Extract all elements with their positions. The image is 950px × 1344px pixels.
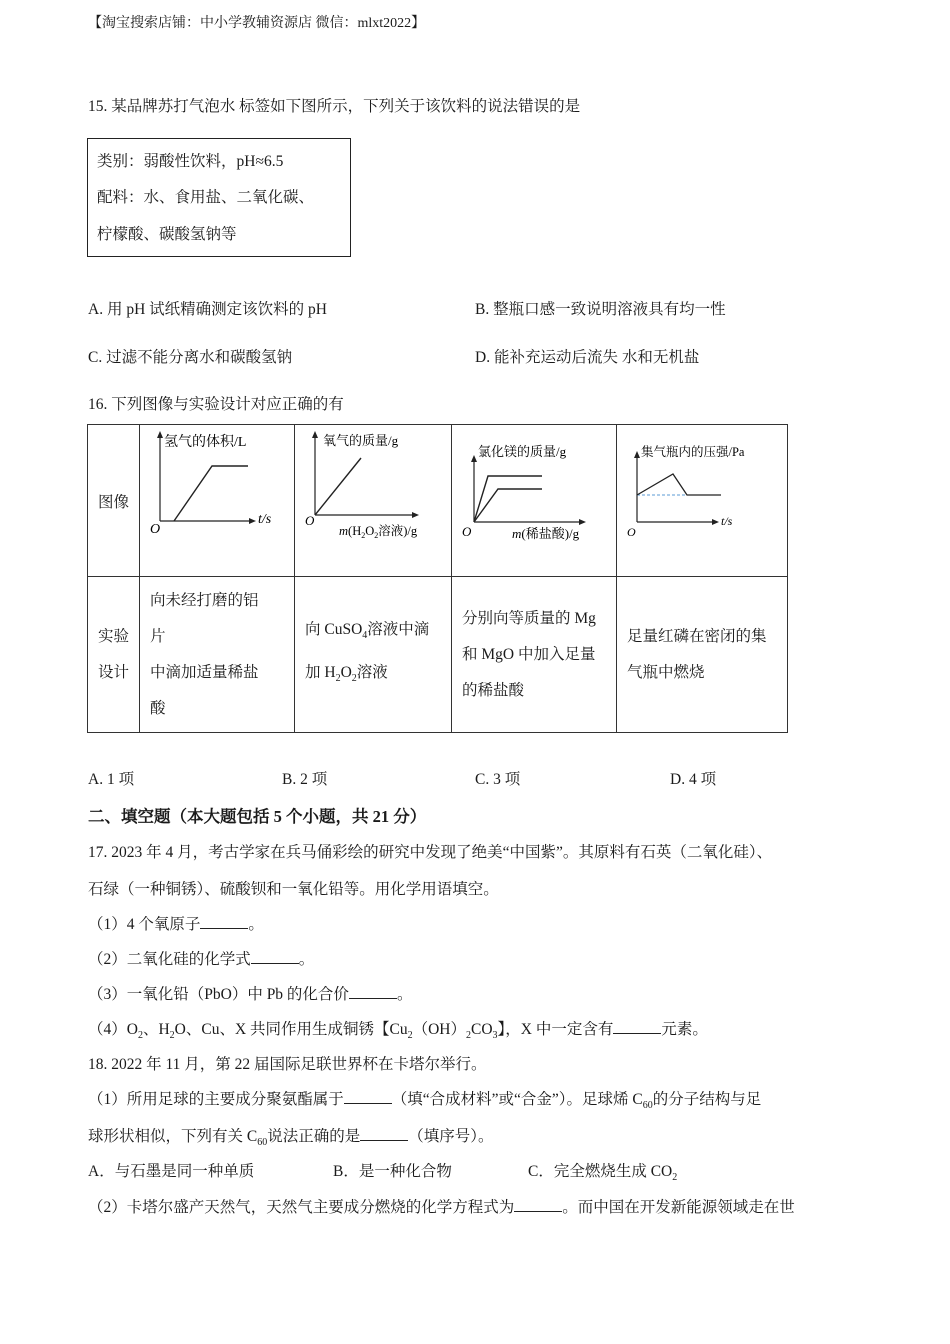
- q17-p2-text: （2）二氧化硅的化学式: [88, 951, 251, 968]
- graph1-origin: O: [150, 522, 161, 537]
- graph2-xlabel-sub2: 2: [374, 531, 379, 540]
- q17-p4-s2: 2: [169, 1030, 175, 1042]
- section2-title: 二、填空题（本大题包括 5 个小题，共 21 分）: [88, 807, 427, 826]
- q17-p1-end: 。: [248, 916, 264, 933]
- q18-p1b-blank[interactable]: [360, 1126, 408, 1141]
- q17-part2: [88, 947, 314, 969]
- q18-p1-a: （1）所用足球的主要成分聚氨酯属于: [88, 1091, 344, 1108]
- design-cell-4: [617, 577, 788, 733]
- svg-text:m(稀盐酸)/g: [512, 526, 580, 541]
- q17-p4-c: O、Cu、X 共同作用生成铜锈【Cu: [174, 1021, 408, 1038]
- q18-p2-blank[interactable]: [514, 1197, 562, 1212]
- q18-part1b: [88, 1124, 494, 1148]
- design3-line2: 和 MgO 中加入足量: [462, 645, 596, 663]
- graph1-ylabel: 氢气的体积/L: [164, 435, 247, 450]
- graph-cell-2: [295, 425, 452, 577]
- design1-line2: 片: [150, 627, 166, 645]
- q18-option-c-sub: 2: [672, 1172, 678, 1184]
- q17-p1-text: （1）4 个氧原子: [88, 916, 201, 933]
- graph3-origin: O: [462, 524, 472, 539]
- graph-hydrogen-volume: [140, 425, 294, 571]
- q18-p2-b: 。而中国在开发新能源领域走在世: [562, 1199, 795, 1216]
- q15-label-line-2: 配料：水、食用盐、二氧化碳、: [97, 189, 315, 206]
- design-cell-3: [452, 577, 617, 733]
- page-header: 【淘宝搜索店铺：中小学教辅资源店 微信：mlxt2022】: [88, 16, 426, 31]
- q17-p4-d: （OH）: [412, 1021, 466, 1038]
- design4-line2: 气瓶中燃烧: [627, 663, 705, 681]
- q17-part1: [88, 912, 264, 934]
- design2-l2-sub1: 2: [335, 672, 341, 684]
- design2-l2-mid: O: [340, 663, 352, 681]
- q18-option-c[interactable]: [528, 1159, 677, 1183]
- graph-cell-3: [452, 425, 617, 577]
- svg-text:m(H2O2溶液)/g: [339, 523, 418, 540]
- q17-p4-g: 元素。: [661, 1021, 708, 1038]
- q17-part4: [88, 1017, 708, 1041]
- graph2-xlabel-o: O: [365, 524, 375, 538]
- q17-p4-f: 】，X 中一定含有: [497, 1021, 614, 1038]
- q16-option-b[interactable]: B. 2 项: [282, 771, 328, 788]
- q18-option-b[interactable]: B．是一种化合物: [333, 1163, 452, 1180]
- q17-line2: 石绿（一种铜锈）、硫酸钡和一氧化铅等。用化学用语填空。: [88, 881, 499, 898]
- q18-part1: [88, 1087, 761, 1111]
- design2-l1-pre: 向 CuSO: [305, 621, 363, 639]
- graph3-xlabel-m: m: [512, 526, 522, 541]
- row-header-design: [88, 577, 140, 733]
- graph2-xlabel-h: (H: [348, 524, 362, 538]
- q15-label-line-3: 柠檬酸、碳酸氢钠等: [97, 226, 237, 243]
- q18-p1-b: （填“合成材料”或“合金”）。足球烯 C: [391, 1091, 643, 1108]
- q17-p2-blank[interactable]: [251, 949, 299, 964]
- q15-option-c[interactable]: C. 过滤不能分离水和碳酸氢钠: [88, 349, 293, 366]
- row-header-design-2: 设计: [97, 663, 129, 681]
- design2-l1-post: 溶液中滴: [367, 621, 430, 639]
- row-header-design-1: 实验: [97, 627, 129, 645]
- design1-line3: 中滴加适量稀盐: [150, 663, 259, 681]
- row-header-image: 图像: [88, 425, 140, 577]
- q18-p1b-a: 球形状相似，下列有关 C: [88, 1128, 258, 1145]
- q15-option-a[interactable]: A. 用 pH 试纸精确测定该饮料的 pH: [88, 301, 327, 318]
- design-cell-2: [295, 577, 452, 733]
- q18-part2: [88, 1195, 795, 1217]
- graph2-xlabel-m: m: [339, 524, 349, 538]
- graph1-xlabel: t/s: [258, 512, 272, 527]
- q15-drink-label: [87, 138, 351, 257]
- design1-line4: 酸: [150, 699, 166, 717]
- graph4-xlabel: t/s: [721, 514, 733, 528]
- q17-p4-a: （4）O: [88, 1021, 138, 1038]
- graph-cell-1: [140, 425, 295, 577]
- q18-p1-s1: 60: [642, 1100, 653, 1112]
- q18-p1b-c: （填序号）。: [408, 1128, 494, 1145]
- q15-option-d[interactable]: D. 能补充运动后流失 水和无机盐: [475, 349, 700, 366]
- design4-line1: 足量红磷在密闭的集: [627, 627, 767, 645]
- q17-p3-end: 。: [396, 986, 413, 1003]
- graph3-ylabel: 氯化镁的质量/g: [478, 444, 567, 459]
- design3-line1: 分别向等质量的 Mg: [462, 609, 596, 627]
- q17-p4-b: 、H: [142, 1021, 170, 1038]
- graph-bottle-pressure: [617, 425, 787, 571]
- graph2-xlabel-post: 溶液)/g: [378, 524, 418, 538]
- q16-option-a[interactable]: A. 1 项: [88, 771, 135, 788]
- design1-line1: 向未经打磨的铝: [150, 591, 259, 609]
- q17-p4-s4: 2: [466, 1030, 471, 1042]
- graph-oxygen-mass: [295, 425, 451, 571]
- q17-p4-e: CO: [471, 1021, 493, 1038]
- graph2-xlabel-sub1: 2: [361, 531, 366, 540]
- graph4-ylabel: 集气瓶内的压强/Pa: [641, 445, 745, 459]
- graph2-origin: O: [305, 513, 315, 528]
- graph2-ylabel: 氧气的质量/g: [323, 433, 399, 448]
- graph3-xlabel-post: (稀盐酸)/g: [521, 526, 580, 541]
- q18-p1-c: 的分子结构与足: [652, 1091, 762, 1108]
- design-cell-1: [140, 577, 295, 733]
- q18-option-a[interactable]: A．与石墨是同一种单质: [88, 1163, 255, 1180]
- q17-p3-text: （3）一氧化铅（PbO）中 Pb 的化合价: [88, 986, 349, 1003]
- graph4-origin: O: [627, 525, 636, 539]
- q16-stem: 16. 下列图像与实验设计对应正确的有: [88, 396, 344, 413]
- design2-l2-post: 溶液: [356, 663, 388, 681]
- q18-p1b-s1: 60: [257, 1137, 268, 1149]
- q16-table: [87, 424, 788, 733]
- q17-p4-s1: 2: [137, 1030, 143, 1042]
- q17-p4-s5: 3: [492, 1030, 498, 1042]
- q18-p2-a: （2）卡塔尔盛产天然气，天然气主要成分燃烧的化学方程式为: [88, 1199, 515, 1216]
- q17-part3: [88, 982, 412, 1004]
- q17-p2-end: 。: [298, 951, 315, 968]
- q16-option-c[interactable]: C. 3 项: [475, 771, 521, 788]
- q17-p4-s3: 2: [407, 1030, 413, 1042]
- q15-option-b[interactable]: B. 整瓶口感一致说明溶液具有均一性: [475, 301, 726, 318]
- q17-p3-blank[interactable]: [349, 984, 397, 999]
- design2-l2-pre: 加 H: [305, 663, 336, 681]
- q18-p1b-b: 说法正确的是: [267, 1128, 361, 1145]
- design2-l1-sub: 4: [362, 630, 368, 642]
- design2-l2-sub2: 2: [351, 672, 357, 684]
- q17-p1-blank[interactable]: [200, 914, 248, 929]
- design3-line3: 的稀盐酸: [462, 681, 525, 699]
- q18-line1: 18. 2022 年 11 月，第 22 届国际足联世界杯在卡塔尔举行。: [88, 1056, 487, 1073]
- q18-p1-blank[interactable]: [344, 1089, 392, 1104]
- graph-mgcl2-mass: [452, 425, 616, 571]
- q18-option-c-text: C．完全燃烧生成 CO: [528, 1163, 673, 1180]
- q15-label-line-1: 类别：弱酸性饮料，pH≈6.5: [97, 153, 284, 170]
- q15-stem: 15. 某品牌苏打气泡水 标签如下图所示，下列关于该饮料的说法错误的是: [88, 98, 581, 115]
- q17-p4-blank[interactable]: [613, 1019, 661, 1034]
- graph-cell-4: [617, 425, 788, 577]
- q16-option-d[interactable]: D. 4 项: [670, 771, 717, 788]
- q17-line1: 17. 2023 年 4 月，考古学家在兵马俑彩绘的研究中发现了绝美“中国紫”。其原料有石英（二氧化硅）、: [88, 844, 773, 861]
